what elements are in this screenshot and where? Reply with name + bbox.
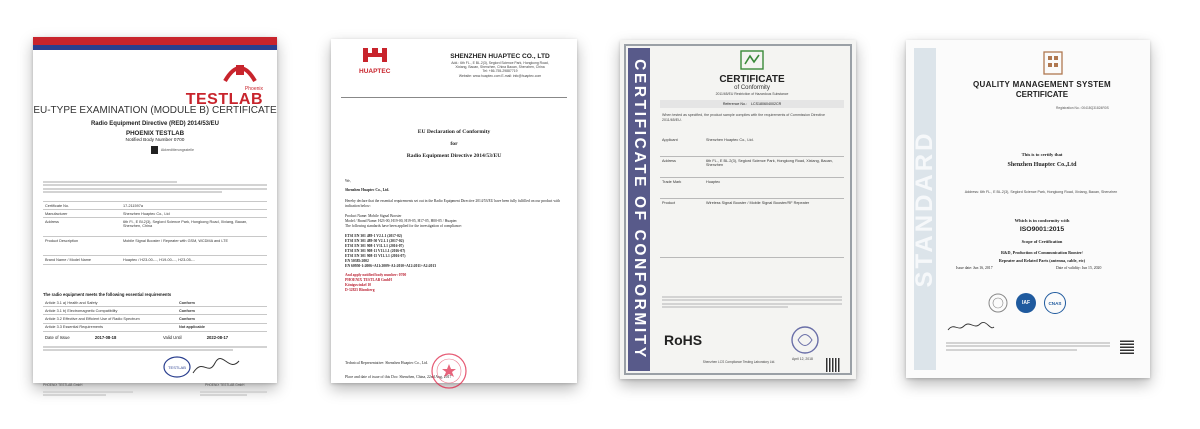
standard-item: ETSI EN 301 489-50 V2.1.1 (2017-02)	[345, 239, 404, 243]
table-row	[43, 202, 267, 210]
testlab-logo: Phoenix TESTLAB	[186, 59, 263, 108]
testlab-emblem-icon	[217, 59, 263, 85]
certified-company: Shenzhen Huaptec Co.,Ltd	[1007, 162, 1077, 168]
lcs-logo	[740, 50, 764, 75]
row-value: Wireless Signal Booster / Mobile Signal Booster/RF Repeater	[706, 200, 810, 205]
company-address: Address: 6th FL., E BL.2(3), Seglord Science Park, Hongkong Road, Xixiang, Baoan, Shenzhen	[964, 190, 1118, 194]
address-line: Website: www.huaptec.com E-mail: info@huaptec.com	[458, 73, 542, 78]
table-row	[43, 210, 267, 218]
certificate-title: EU-TYPE EXAMINATION (MODULE B) CERTIFICATE	[33, 105, 277, 116]
company-stamp	[429, 351, 469, 396]
stamp-and-signature	[163, 355, 243, 384]
requirements-table	[43, 299, 267, 332]
qr-code-icon	[826, 358, 840, 372]
huaptec-emblem-icon	[361, 47, 389, 63]
declaration-place: Place and date of issue of this Doc: Shenzhen, China, 22nd Aug, 2017	[345, 375, 452, 379]
issue-date: Issue date: Jun 16, 2017	[956, 266, 993, 270]
requirement-row	[43, 324, 267, 332]
table-row	[43, 237, 267, 256]
detail-row	[660, 199, 844, 258]
conformity-text: Which is in conformity with	[1014, 218, 1070, 223]
requirement-row	[43, 299, 267, 307]
qr-code-icon	[1120, 340, 1134, 354]
standard-item: EN 50385:2002	[345, 259, 369, 263]
certificate-spine	[628, 48, 650, 371]
row-value: Huaptec / H23-00-..., H19-00-..., H23-05-...	[123, 257, 196, 262]
row-label: Article 3.1 b) Electromagnetic Compatibility	[45, 308, 118, 313]
scope-line-1: R&D, Production of Communication Booster/	[1001, 250, 1083, 255]
certificate-spine	[911, 48, 938, 370]
issuer: PHOENIX TESTLAB	[125, 130, 185, 137]
eu-declaration-of-conformity	[331, 39, 577, 383]
detail-row	[660, 136, 844, 157]
registration-number: Registration No.: 00418Q31824R0S	[1056, 106, 1109, 110]
certificate-table	[43, 201, 267, 265]
footer-left: PHOENIX TESTLAB GmbH	[43, 383, 83, 387]
header-divider	[341, 97, 567, 98]
notified-body: Notified Body Number 0700	[125, 138, 185, 143]
row-value: 6th FL., E BL.2(3), Seglord Science Park, Hongkong Road, Xixiang, Baoan, Shenzhen	[706, 158, 833, 167]
doc1-footer	[43, 389, 267, 398]
reference-box: Reference No.: LCS180604002CR	[660, 100, 844, 108]
address-line: Tel: +86-755-29887719	[482, 69, 518, 74]
row-label: Brand Name / Model Name	[45, 257, 92, 262]
table-row	[43, 218, 267, 237]
standard-item: ETSI EN 301 908-15 V11.1.1 (2016-07)	[345, 254, 406, 258]
dakks-icon	[151, 146, 158, 154]
lcs-emblem-icon	[740, 50, 764, 70]
standard-item: ETSI EN 301 489-1 V2.1.1 (2017-02)	[345, 234, 402, 238]
legal-text	[662, 294, 842, 310]
requirements-title: The radio equipment meets the following essential requirements	[43, 292, 172, 297]
company-seal-icon	[429, 351, 469, 391]
accreditation-seals	[988, 292, 1066, 314]
row-value: 6th Fl., E Bl.2(3), Seglord Science Park, Hongkong Road, Xixiang, Baoan, Shenzhen, China	[123, 219, 248, 228]
spine-title: CERTIFICATE OF CONFORMITY	[631, 59, 648, 360]
row-label: Address	[662, 158, 676, 163]
certificate-subtitle: of Conformity	[734, 85, 770, 91]
huaptec-logo: HUAPTEC	[359, 47, 390, 75]
valid-until: Valid Until 2022-08-17	[163, 335, 229, 340]
row-label: Article 3.3 Essential Requirements	[45, 325, 104, 330]
qms-title: QUALITY MANAGEMENT SYSTEM	[972, 80, 1112, 89]
qms-legal-text	[946, 340, 1110, 352]
cert-body-logo	[1042, 50, 1064, 81]
detail-row	[660, 157, 844, 178]
signature-icon	[163, 355, 243, 379]
row-value: 17-211597a	[123, 203, 143, 208]
row-value: Conform	[179, 300, 195, 305]
accreditation-mark: Akkreditierungsstelle	[151, 146, 194, 154]
scope-line-2: Repeater and Related Parts (antenna, cable, etc)	[998, 258, 1086, 263]
company-header: SHENZHEN HUAPTEC CO., LTD Add.: 6th FL., E BL.2(3), Seglord Science Park, Hongkong Road, Xixiang, Baoan, Shenzhen, China Baoan, Shenzhen, China Tel: +86-755-29887719 Website: www.huaptec.com E-mail: info@huaptec.com	[435, 53, 565, 78]
row-label: Article 3.1 a) Health and Safety	[45, 300, 98, 305]
validity-date: Date of validity: Jun 15, 2020	[1056, 266, 1102, 270]
qms-title-2: CERTIFICATE	[1015, 90, 1069, 99]
iaf-seal-icon: IAF	[1016, 293, 1036, 313]
address-line: Xixiang, Baoan, Shenzhen, China Baoan, Shenzhen, China	[455, 65, 545, 70]
standard-item: ETSI EN 301 908-11 V11.1.1 (2016-07)	[345, 249, 406, 253]
cert-seal-icon	[988, 293, 1008, 313]
cnas-seal-icon: CNAS	[1044, 292, 1066, 314]
spine-title: STANDARD	[911, 130, 938, 288]
row-label: Product	[662, 200, 676, 205]
row-value: Shenzhen Huaptec Co., Ltd	[123, 211, 170, 216]
qms-signature	[946, 320, 996, 338]
table-row	[43, 256, 267, 264]
svg-text:TESTLAB: TESTLAB	[168, 365, 186, 370]
rohs-logo: RoHS	[664, 332, 703, 348]
row-label: Article 3.2 Effective and Efficient Use of Radio Spectrum	[45, 316, 140, 321]
declaration-directive: Radio Equipment Directive 2014/53/EU	[406, 153, 502, 159]
intro-text	[43, 179, 267, 195]
declaration-body: We, Shenzhen Huaptec Co., Ltd. Hereby declare that the essential requirements set out in the Radio Equipment Directive 2014/53/EU have been fully fulfilled on our product with indication below: Product Name: Mobile Signal Booster Model / Brand Name: H23-00, H19-00, H19-05, H17-05, H00-05 / Huaptec The following standards have been applied for the investigation of compliance: ETSI EN 301 489-1 V2.1.1 (2017-02) ETSI EN 301 489-50 V2.1.1 (2017-02) ETSI EN 301 908-1 V11.1.1 (2016-07) ETSI EN 301 908-11 V11.1.1 (2016-07) ETSI EN 301 908-15 V11.1.1 (2016-07) EN 50385:2002 EN 60950-1:2006+A11:2009+A1:2010+A12:2011+A2:2013 And apply notified body number: 0700 PHOENIX TESTLAB GmbH Königswinkel 10 D-32825 Blomberg	[345, 179, 560, 292]
signature-icon	[946, 321, 996, 333]
row-label: Applicant	[662, 137, 678, 142]
directive: Radio Equipment Directive (RED) 2014/53/EU	[90, 121, 220, 127]
certificate-details	[660, 136, 844, 258]
certificate-footer: Shenzhen LCS Compliance Testing Laboratory Ltd.	[702, 360, 776, 364]
iso9001-certificate	[906, 40, 1150, 378]
certificate-intro: When tested as specified, the product sample complies with the requirements of Commission Directive 2011/65/EU.	[662, 113, 825, 122]
requirement-row	[43, 315, 267, 323]
row-value: Not applicable	[179, 325, 205, 330]
row-label: Trade Mark	[662, 179, 682, 184]
scope-label: Scope of Certification	[1021, 239, 1063, 244]
certificate-seal	[790, 325, 820, 360]
row-value: Mobile Signal Booster / Repeater with GSM, WCDMA and LTE	[123, 238, 229, 243]
standard-item: ETSI EN 301 908-1 V11.1.1 (2016-07)	[345, 244, 404, 248]
header-red-band	[33, 37, 277, 45]
rohs-certificate-of-conformity	[620, 40, 856, 379]
certificate-date: April 12, 2018	[792, 357, 813, 361]
certificate-title: CERTIFICATE	[719, 74, 785, 85]
iso-standard: ISO9001:2015	[1019, 226, 1065, 233]
row-value: Conform	[179, 308, 195, 313]
detail-row	[660, 178, 844, 199]
declaration-title: EU Declaration of Conformity	[417, 129, 491, 135]
row-label: Product Description	[45, 238, 79, 243]
row-value: Huaptec	[706, 179, 721, 184]
declaration-for: for	[450, 141, 458, 147]
row-value: Shenzhen Huaptec Co., Ltd.	[706, 137, 754, 142]
address-line: Add.: 6th FL., E BL.2(3), Seglord Science Park, Hongkong Road,	[451, 61, 549, 65]
footer-right: PHOENIX TESTLAB GmbH	[205, 383, 245, 387]
certify-text: This is to certify that	[1021, 152, 1063, 157]
row-value: Conform	[179, 316, 195, 321]
certificate-regulation: 2011/65/EU Restriction of Hazardous Substance	[715, 92, 789, 96]
eu-type-examination-certificate	[33, 37, 277, 387]
date-of-issue: Date of Issue 2017-08-18	[45, 335, 117, 340]
requirement-row	[43, 307, 267, 315]
legal-text	[43, 344, 267, 353]
row-label: Manufacturer	[45, 211, 68, 216]
standard-item: EN 60950-1:2006+A11:2009+A1:2010+A12:2011+A2:2013	[345, 264, 437, 268]
building-logo-icon	[1042, 50, 1064, 76]
header-blue-band	[33, 45, 277, 50]
declaration-signatory: Technical Representative: Shenzhen Huaptec Co., Ltd.	[345, 361, 429, 365]
seal-icon	[790, 325, 820, 355]
row-label: Address	[45, 219, 59, 224]
row-label: Certificate No.	[45, 203, 70, 208]
